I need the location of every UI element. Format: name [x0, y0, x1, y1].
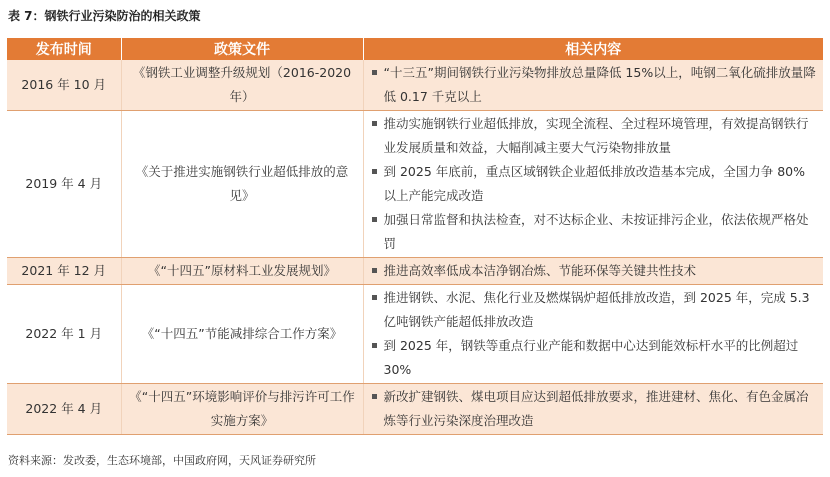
- header-content: 相关内容: [363, 38, 823, 60]
- content-item: 推进高效率低成本洁净钢冶炼、节能环保等关键共性技术: [370, 259, 818, 283]
- row-document: 《“十四五”原材料工业发展规划》: [121, 258, 363, 285]
- table-row: [7, 258, 823, 285]
- policy-table: [7, 38, 823, 435]
- table-row: [7, 60, 823, 111]
- row-document: 《关于推进实施钢铁行业超低排放的意见》: [121, 111, 363, 258]
- row-content: [363, 258, 823, 285]
- content-item: 推进钢铁、水泥、焦化行业及燃煤锅炉超低排放改造，到 2025 年，完成 5.3 亿吨钢铁产能超低排放改造: [370, 286, 818, 334]
- row-content: [363, 60, 823, 111]
- row-date: 2019 年 4 月: [7, 111, 121, 258]
- content-item: 到 2025 年，钢铁等重点行业产能和数据中心达到能效标杆水平的比例超过 30%: [370, 334, 818, 382]
- content-item: “十三五”期间钢铁行业污染物排放总量降低 15%以上，吨钢二氧化硫排放量降低 0.17 千克以上: [370, 61, 818, 109]
- header-date: 发布时间: [7, 38, 121, 60]
- row-content: [363, 285, 823, 384]
- row-date: 2016 年 10 月: [7, 60, 121, 111]
- table-row: [7, 111, 823, 258]
- header-row: [7, 38, 823, 60]
- row-date: 2022 年 4 月: [7, 384, 121, 435]
- header-document: 政策文件: [121, 38, 363, 60]
- row-document: 《钢铁工业调整升级规划（2016-2020 年）: [121, 60, 363, 111]
- row-content: [363, 384, 823, 435]
- row-date: 2021 年 12 月: [7, 258, 121, 285]
- content-item: 到 2025 年底前，重点区域钢铁企业超低排放改造基本完成，全国力争 80%以上产能完成改造: [370, 160, 818, 208]
- row-content: [363, 111, 823, 258]
- table-row: [7, 285, 823, 384]
- content-item: 新改扩建钢铁、煤电项目应达到超低排放要求，推进建材、焦化、有色金属冶炼等行业污染深度治理改造: [370, 385, 818, 433]
- table-caption: 表 7：钢铁行业污染防治的相关政策: [8, 9, 201, 23]
- row-date: 2022 年 1 月: [7, 285, 121, 384]
- content-item: 加强日常监督和执法检查，对不达标企业、未按证排污企业，依法依规严格处罚: [370, 208, 818, 256]
- row-document: 《“十四五”环境影响评价与排污许可工作实施方案》: [121, 384, 363, 435]
- content-item: 推动实施钢铁行业超低排放，实现全流程、全过程环境管理，有效提高钢铁行业发展质量和效益，大幅削减主要大气污染物排放量: [370, 112, 818, 160]
- source-note: 资料来源：发改委，生态环境部，中国政府网，天风证券研究所: [8, 454, 316, 467]
- row-document: 《“十四五”节能减排综合工作方案》: [121, 285, 363, 384]
- table-row: [7, 384, 823, 435]
